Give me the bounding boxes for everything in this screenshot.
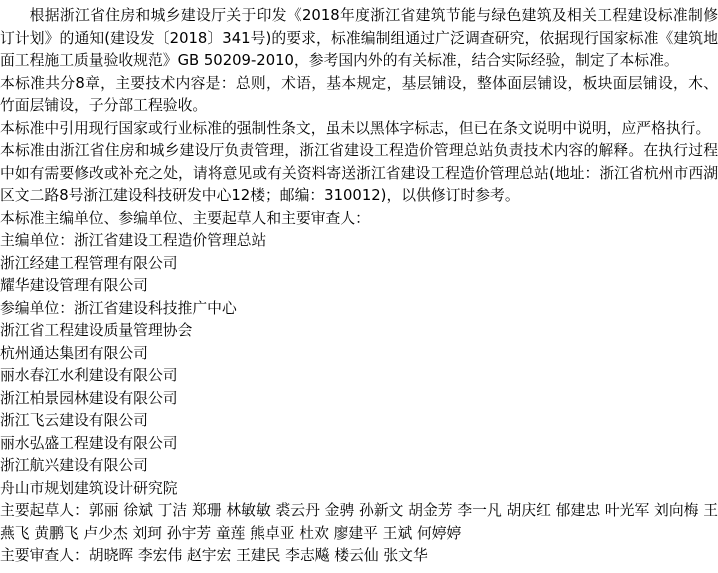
participating-unit-line: 参编单位：浙江省建设科技推广中心 (0, 299, 237, 317)
management-and-feedback-paragraph: 本标准由浙江省住房和城乡建设厅负责管理，浙江省建设工程造价管理总站负责技术内容的解释。在执行过程中如有需要修改或补充之处，请将意见或有关资料寄送浙江省建设工程造价管理总站(地址：浙江省杭州市西湖区文二路8号浙江建设科技研发中心12楼；邮编：310012)，以供修订时参考。 (0, 142, 718, 204)
chief-editing-unit-item: 耀华建设管理有限公司 (0, 277, 148, 294)
units-and-persons-heading: 本标准主编单位、参编单位、主要起草人和主要审查人： (0, 209, 370, 227)
chief-editing-unit-line: 主编单位：浙江省建设工程造价管理总站 (0, 232, 267, 249)
intro-basis-paragraph: 根据浙江省住房和城乡建设厅关于印发《2018年度浙江省建筑节能与绿色建筑及相关工程建设标准制修订计划》的通知(建设发〔2018〕341号)的要求，标准编制组通过广泛调查研究，依据现行国家标准《建筑地面工程施工质量验收规范》GB 50209-2010，参考国内外的有关标准，结合实际经验，制定了本标准。 (0, 7, 718, 69)
mandatory-provisions-paragraph: 本标准中引用现行国家或行业标准的强制性条文，虽未以黑体字标志，但已在条文说明中说明，应严格执行。 (0, 119, 711, 137)
participating-unit-item: 浙江柏景园林建设有限公司 (0, 389, 178, 407)
contents-summary-paragraph: 本标准共分8章，主要技术内容是：总则，术语，基本规定，基层铺设，整体面层铺设，板块面层铺设，木、竹面层铺设，子分部工程验收。 (0, 74, 718, 114)
participating-unit-item: 丽水春江水利建设有限公司 (0, 367, 178, 384)
chief-editing-unit-item: 浙江经建工程管理有限公司 (0, 254, 178, 272)
participating-unit-item: 杭州通达集团有限公司 (0, 344, 148, 362)
participating-unit-item: 浙江省工程建设质量管理协会 (0, 322, 193, 339)
main-reviewers-paragraph: 主要审查人：胡晓晖 李宏伟 赵宇宏 王建民 李志飚 楼云仙 张文华 (0, 547, 428, 564)
participating-unit-item: 丽水弘盛工程建设有限公司 (0, 434, 178, 452)
participating-unit-item: 浙江飞云建设有限公司 (0, 412, 148, 429)
participating-unit-item: 舟山市规划建筑设计研究院 (0, 479, 178, 497)
participating-unit-item: 浙江航兴建设有限公司 (0, 457, 148, 474)
main-drafters-paragraph: 主要起草人：郭丽 徐斌 丁洁 郑珊 林敏敏 裘云丹 金骋 孙新文 胡金芳 李一凡 胡庆红 郁建忠 叶光军 刘向梅 王燕飞 黄鹏飞 卢少杰 刘珂 孙宇芳 童莲 熊卓亚 杜欢 廖建平 王斌 何婷婷 (0, 502, 718, 542)
